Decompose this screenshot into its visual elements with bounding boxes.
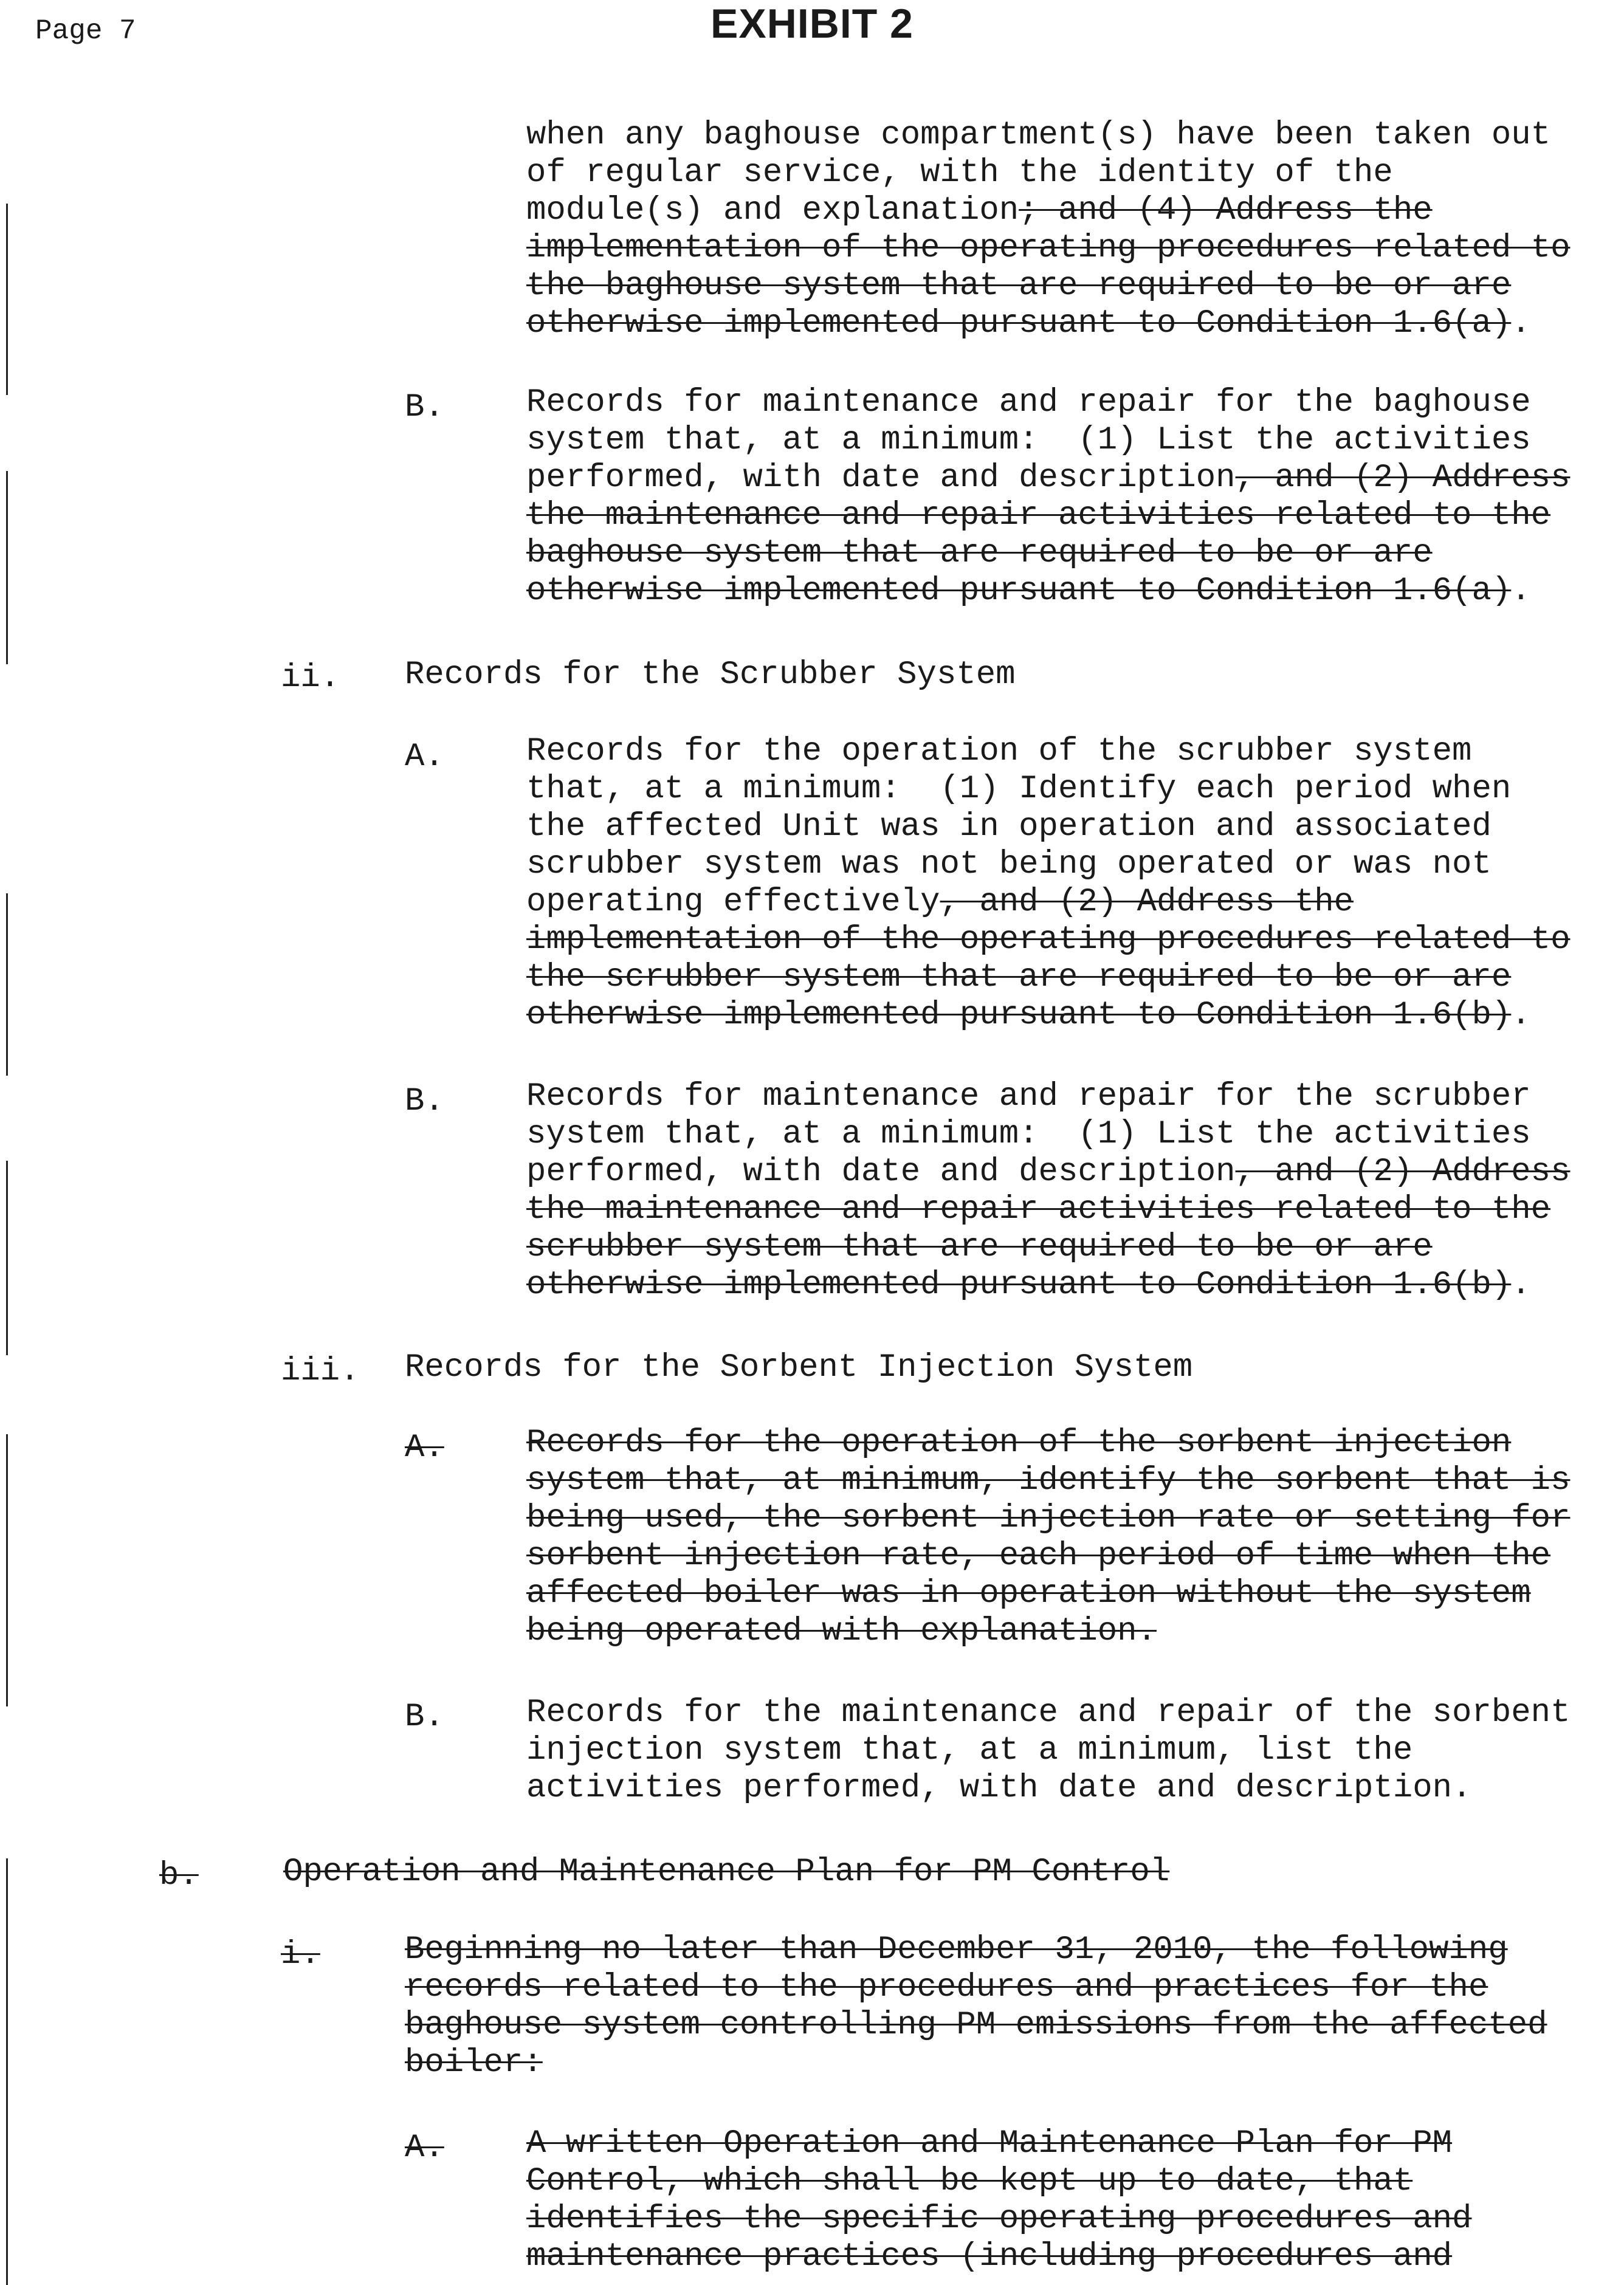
section-label: iii.: [281, 1353, 360, 1390]
item-label: A.: [405, 2129, 444, 2166]
text-run: .: [1511, 997, 1531, 1034]
text-line: [405, 1931, 1547, 1969]
text-line: [526, 230, 1570, 267]
deleted-text: , and (2) Address: [1235, 459, 1571, 497]
deleted-text: implementation of the operating procedures related to: [526, 921, 1571, 958]
text-line: [526, 2163, 1471, 2201]
deleted-text: baghouse system controlling PM emissions from the affected: [405, 2007, 1547, 2044]
item-label: A.: [405, 1429, 444, 1466]
deleted-text: the maintenance and repair activities related to the: [526, 1191, 1551, 1228]
text-line: [526, 1116, 1570, 1153]
revision-bar: [6, 471, 8, 664]
text-line: [526, 959, 1570, 997]
deleted-text: implementation of the operating procedures related to: [526, 230, 1571, 267]
text-line: [526, 771, 1570, 808]
exhibit-title: EXHIBIT 2: [710, 1, 913, 47]
text-line: [526, 459, 1570, 497]
text-line: [526, 422, 1570, 459]
deleted-text: otherwise implemented pursuant to Condition 1.6(a): [526, 305, 1512, 342]
text-line: [526, 1575, 1570, 1613]
deleted-text: being used, the sorbent injection rate or setting for: [526, 1500, 1571, 1537]
text-line: [405, 2044, 1547, 2082]
deleted-text: otherwise implemented pursuant to Condition 1.6(b): [526, 997, 1512, 1034]
text-line: [526, 1266, 1570, 1304]
deleted-text: system that, at minimum, identify the sorbent that is: [526, 1462, 1571, 1499]
text-line: [526, 1732, 1570, 1770]
text-line: [526, 192, 1570, 230]
text-run: system that, at a minimum: (1) List the activities: [526, 422, 1531, 459]
text-line: [526, 884, 1570, 921]
deleted-text: maintenance practices (including procedures and: [526, 2238, 1453, 2275]
text-line: [526, 305, 1570, 343]
item-b-i-a-text: [526, 2125, 1471, 2276]
text-run: Records for maintenance and repair for the scrubber: [526, 1078, 1531, 1115]
text-line: [526, 921, 1570, 959]
text-run: Records for the operation of the scrubber system: [526, 733, 1472, 770]
section-heading: Operation and Maintenance Plan for PM Control: [283, 1854, 1170, 1891]
text-line: [526, 1770, 1570, 1807]
text-run: scrubber system was not being operated or was not: [526, 846, 1492, 883]
deleted-text: Beginning no later than December 31, 2010, the following: [405, 1931, 1508, 1968]
text-line: [405, 1969, 1547, 2007]
text-run: activities performed, with date and description.: [526, 1770, 1472, 1807]
page-number: Page 7: [35, 15, 136, 47]
text-run: .: [1511, 305, 1531, 342]
text-line: [526, 808, 1570, 846]
text-line: [526, 535, 1570, 572]
text-line: [526, 1694, 1570, 1732]
deleted-text: otherwise implemented pursuant to Condition 1.6(a): [526, 572, 1512, 610]
text-line: [526, 1424, 1570, 1462]
revision-bar: [6, 1858, 8, 2285]
deleted-text: otherwise implemented pursuant to Condition 1.6(b): [526, 1266, 1512, 1304]
deleted-text: records related to the procedures and practices for the: [405, 1969, 1488, 2006]
text-line: [526, 1462, 1570, 1500]
text-line: [526, 1078, 1570, 1116]
text-line: [526, 117, 1570, 154]
deleted-text: the scrubber system that are required to be or are: [526, 959, 1512, 996]
revision-bar: [6, 1161, 8, 1355]
text-line: [526, 1500, 1570, 1538]
text-run: Records for maintenance and repair for the baghouse: [526, 384, 1531, 421]
text-run: the affected Unit was in operation and associated: [526, 808, 1492, 845]
text-run: that, at a minimum: (1) Identify each period when: [526, 771, 1512, 808]
text-run: when any baghouse compartment(s) have been taken out: [526, 117, 1551, 154]
text-line: [405, 2007, 1547, 2044]
text-line: [526, 154, 1570, 192]
item-ii-a-text: [526, 733, 1570, 1034]
text-line: [526, 2238, 1471, 2276]
item-iii-a-text: [526, 1424, 1570, 1651]
deleted-text: the maintenance and repair activities related to the: [526, 497, 1551, 534]
text-run: operating effectively: [526, 884, 940, 921]
text-line: [526, 1613, 1570, 1651]
deleted-text: scrubber system that are required to be or are: [526, 1229, 1433, 1266]
item-label: B.: [405, 389, 444, 426]
text-run: .: [1511, 572, 1531, 610]
deleted-text: identifies the specific operating procedures and: [526, 2201, 1472, 2238]
text-line: [526, 1191, 1570, 1229]
deleted-text: , and (2) Address: [1235, 1153, 1571, 1191]
text-line: [526, 1538, 1570, 1575]
item-i-b-text: [526, 384, 1570, 610]
deleted-text: being operated with explanation.: [526, 1613, 1157, 1650]
deleted-text: affected boiler was in operation without the system: [526, 1575, 1531, 1612]
item-i-a-continuation: [526, 117, 1570, 343]
item-label: i.: [281, 1936, 320, 1973]
deleted-text: Control, which shall be kept up to date, that: [526, 2163, 1413, 2200]
section-label: b.: [159, 1857, 199, 1894]
deleted-text: sorbent injection rate, each period of time when the: [526, 1538, 1551, 1575]
deleted-text: baghouse system that are required to be or are: [526, 535, 1433, 572]
text-line: [526, 1229, 1570, 1266]
text-line: [526, 267, 1570, 305]
text-line: [526, 572, 1570, 610]
text-line: [526, 2125, 1471, 2163]
text-run: of regular service, with the identity of the: [526, 154, 1393, 191]
item-ii-b-text: [526, 1078, 1570, 1304]
section-label: ii.: [281, 659, 340, 696]
text-line: [526, 384, 1570, 422]
text-run: performed, with date and description: [526, 459, 1236, 497]
section-heading: Records for the Sorbent Injection System: [405, 1349, 1193, 1386]
text-run: system that, at a minimum: (1) List the activities: [526, 1116, 1531, 1153]
deleted-text: boiler:: [405, 2044, 543, 2081]
deleted-text: ; and (4) Address the: [1019, 192, 1433, 229]
text-line: [526, 1153, 1570, 1191]
deleted-text: A written Operation and Maintenance Plan for PM: [526, 2125, 1453, 2162]
text-line: [526, 733, 1570, 771]
text-line: [526, 2201, 1471, 2238]
text-run: module(s) and explanation: [526, 192, 1019, 229]
revision-bar: [6, 204, 8, 395]
item-b-i-text: [405, 1931, 1547, 2082]
deleted-text: the baghouse system that are required to be or are: [526, 267, 1512, 304]
text-run: Records for the maintenance and repair of the sorbent: [526, 1694, 1571, 1731]
text-line: [526, 846, 1570, 884]
revision-bar: [6, 1434, 8, 1706]
revision-bar: [6, 893, 8, 1076]
text-run: .: [1511, 1266, 1531, 1304]
item-label: B.: [405, 1083, 444, 1120]
item-label: B.: [405, 1699, 444, 1736]
item-label: A.: [405, 738, 444, 775]
text-line: [526, 997, 1570, 1034]
text-line: [526, 497, 1570, 535]
section-heading: Records for the Scrubber System: [405, 656, 1016, 693]
text-run: performed, with date and description: [526, 1153, 1236, 1191]
text-run: injection system that, at a minimum, list the: [526, 1732, 1413, 1769]
deleted-text: , and (2) Address the: [940, 884, 1354, 921]
item-iii-b-text: [526, 1694, 1570, 1807]
deleted-text: Records for the operation of the sorbent injection: [526, 1424, 1512, 1462]
